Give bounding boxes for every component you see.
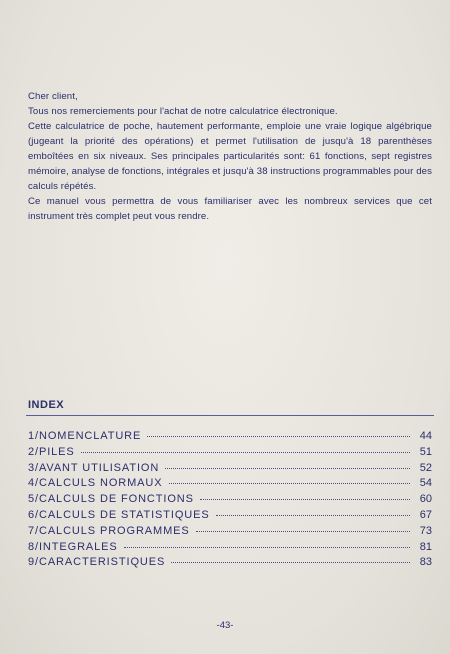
- thanks-paragraph: Tous nos remerciements pour l'achat de notre calculatrice électronique.: [28, 106, 338, 117]
- toc-entry-page: 52: [419, 461, 432, 474]
- toc-entry: [28, 509, 432, 525]
- dot-leader: [216, 514, 410, 516]
- toc-entry-page: 83: [419, 556, 432, 569]
- toc-entry: [28, 541, 432, 557]
- dot-leader: [200, 498, 410, 500]
- toc-entry-title: 9/CARACTERISTIQUES: [28, 556, 166, 569]
- toc-entry-title: 6/CALCULS DE STATISTIQUES: [28, 508, 210, 521]
- closing-paragraph: Ce manuel vous permettra de vous familiariser avec les nombreux services que cet instrument très complet peut vous rendre.: [28, 196, 432, 222]
- toc-entry-title: 7/CALCULS PROGRAMMES: [28, 524, 190, 537]
- description-paragraph: Cette calculatrice de poche, hautement performante, emploie une vraie logique algébrique (jugeant la priorité des opérations) et permet l'utilisation de jusqu'à 18 parenthèses emboîtées en six niveaux. Ses principales particularités sont: 61 fonctions, sept registres mémoire, analyse de fonctions, intégrales et jusqu'à 38 instructions programmables pour des calculs répétés.: [28, 121, 432, 192]
- toc-entry-title: 1/NOMENCLATURE: [28, 430, 142, 442]
- intro-text: [28, 89, 432, 224]
- toc-entry-title: 8/INTEGRALES: [28, 540, 118, 553]
- toc-entry-page: 67: [419, 508, 432, 521]
- greeting: Cher client,: [28, 91, 78, 102]
- toc-entry-title: 2/PILES: [28, 445, 75, 458]
- toc-entry: [28, 493, 432, 509]
- toc-entry: [28, 525, 432, 541]
- toc-entry: [28, 462, 432, 478]
- toc-entry-title: 4/CALCULS NORMAUX: [28, 477, 163, 490]
- toc-entry: [28, 446, 432, 462]
- dot-leader: [165, 467, 410, 469]
- toc-entry-title: 5/CALCULS DE FONCTIONS: [28, 493, 194, 506]
- index-heading: INDEX: [28, 399, 65, 411]
- index-divider: [26, 415, 434, 416]
- toc-entry-page: 54: [419, 477, 432, 490]
- table-of-contents: [28, 430, 432, 572]
- dot-leader: [169, 482, 411, 484]
- toc-entry: [28, 556, 432, 572]
- toc-entry-page: 60: [419, 493, 432, 506]
- toc-entry: [28, 477, 432, 493]
- toc-entry: [28, 430, 432, 446]
- toc-entry-page: 51: [419, 445, 432, 458]
- toc-entry-title: 3/AVANT UTILISATION: [28, 461, 160, 474]
- dot-leader: [196, 530, 410, 532]
- toc-entry-page: 81: [419, 540, 432, 553]
- dot-leader: [124, 546, 410, 548]
- dot-leader: [171, 561, 410, 563]
- dot-leader: [147, 435, 410, 437]
- dot-leader: [81, 451, 410, 453]
- toc-entry-page: 44: [419, 430, 432, 442]
- page-number: -43-: [216, 620, 234, 631]
- toc-entry-page: 73: [419, 524, 432, 537]
